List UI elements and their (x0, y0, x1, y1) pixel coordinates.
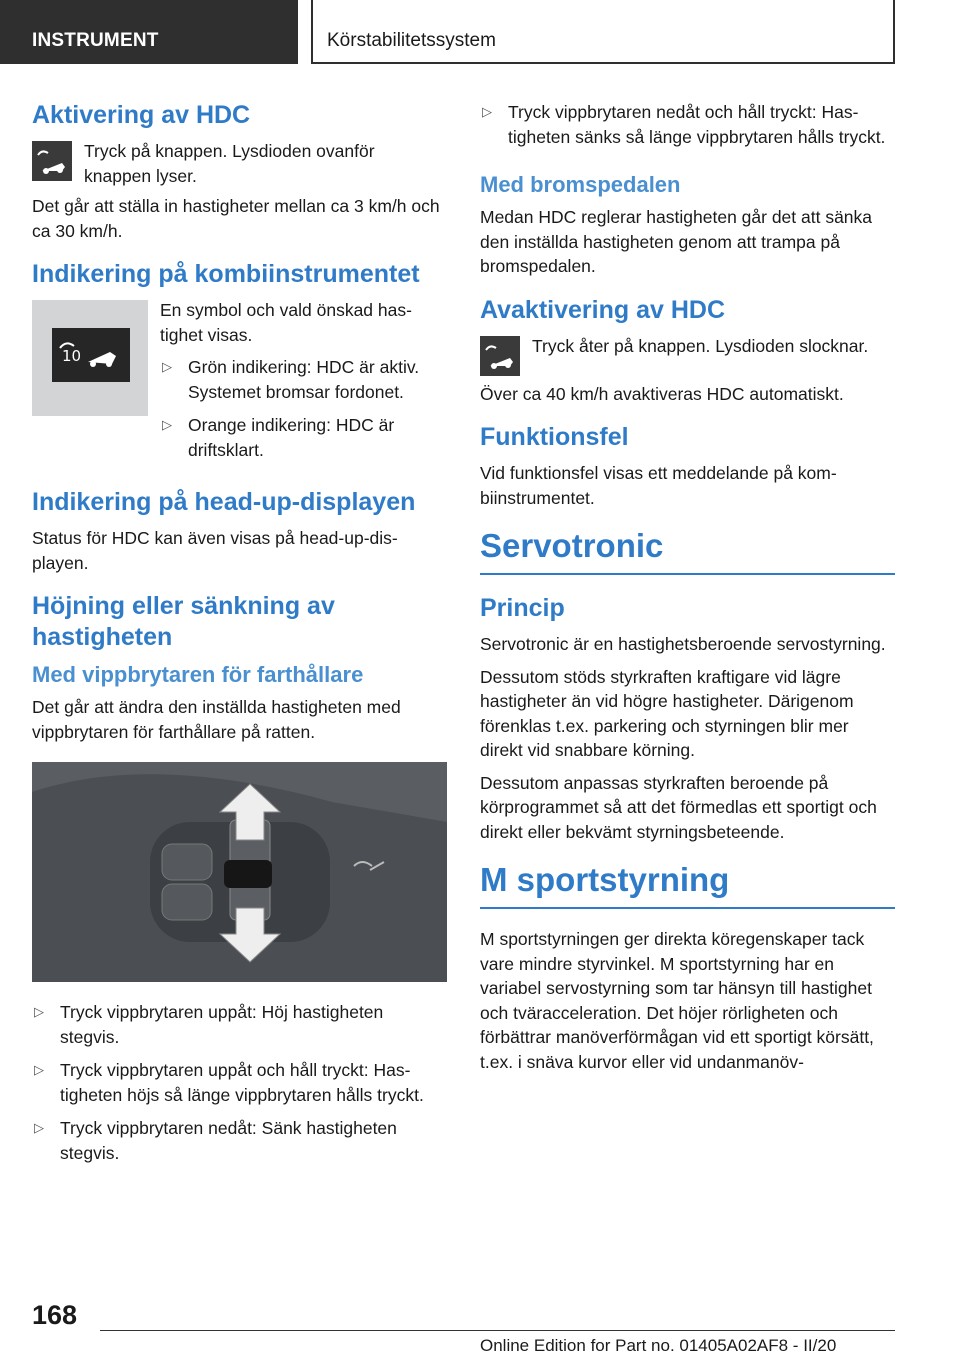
list-item (32, 1058, 442, 1107)
speed-item-text: Tryck vippbrytaren nedåt: Sänk hastigheten stegvis. (60, 1118, 397, 1163)
cluster-heading: Indikering på kombiinstrumentet (32, 260, 420, 288)
msport-body: M sportstyrningen ger direkta köregenskaper tack vare mindre styrvinkel. M sportstyrning har en variabel servostyrning som tar hänsyn till hastighet och tväracceleration. Det höjer rörligheten och förbättrar manöverförmågan vid ett sportigt körsätt, t.ex. i snäva kurvor eller vid undanmanöv- (480, 929, 874, 1072)
triangle-icon: ▷ (34, 1004, 44, 1019)
speed-item-text: Tryck vippbrytaren uppåt: Höj hastigheten stegvis. (60, 1002, 384, 1047)
hdc-button-icon (32, 141, 72, 181)
activation-heading: Aktivering av HDC (32, 101, 251, 129)
deactivation-icon-text: Tryck åter på knappen. Lysdioden slocknar. (532, 335, 869, 356)
cluster-display-image (32, 300, 148, 416)
cluster-item-text: Orange indikering: HDC är driftsklart. (188, 415, 395, 460)
speed-list-continued (480, 100, 895, 149)
servotronic-rule (480, 573, 895, 575)
steering-wheel-rocker-photo (32, 762, 447, 982)
list-item (480, 100, 895, 149)
left-column (32, 100, 442, 1181)
cluster-speed-value: 10 (62, 347, 82, 365)
servotronic-title: Servotronic (480, 527, 664, 564)
page-number: 168 (32, 1300, 78, 1330)
servotronic-section (480, 526, 895, 844)
cluster-intro: En symbol och vald önskad hastighet visas. (160, 300, 412, 345)
list-item (160, 413, 442, 462)
cluster-item-text: Grön indikering: HDC är aktiv. Systemet bromsar fordonet. (188, 357, 420, 402)
activation-icon-text: Tryck på knappen. Lysdioden ovanför knappen lyser. (84, 141, 375, 186)
msport-rule (480, 907, 895, 909)
list-item (32, 1000, 442, 1049)
fault-section (480, 422, 895, 510)
brake-body: Medan HDC reglerar hastigheten går det att sänka den inställda hastigheten genom att trampa på bromspedalen. (480, 207, 873, 276)
activation-instruction (32, 139, 442, 188)
hud-section (32, 487, 442, 575)
speed-list (32, 1000, 442, 1165)
deactivation-body: Över ca 40 km/h avaktiveras HDC automatiskt. (480, 383, 844, 404)
cluster-list (160, 355, 442, 462)
cluster-section (32, 259, 442, 471)
speed-heading: Höjning eller sänkning av hastigheten (32, 592, 335, 651)
brake-heading: Med bromspedalen (480, 172, 681, 197)
servotronic-paragraph: Servotronic är en hastighetsberoende servostyrning. (480, 634, 886, 654)
msport-title: M sportstyrning (480, 861, 730, 898)
hud-body: Status för HDC kan även visas på head-up-displayen. (32, 528, 398, 573)
servotronic-paragraph: Dessutom anpassas styrkraften beroende på körprogrammet så att det förmedlas ett sportigt och direkt eller bekvämt styrningsbeteende. (480, 772, 877, 842)
speed-body: Det går att ändra den inställda hastigheten med vippbrytaren för farthållare på ratten. (32, 697, 401, 742)
footer-edition: Online Edition for Part no. 01405A02AF8 - II/20 (480, 1336, 837, 1355)
chapter-tab (0, 0, 298, 64)
triangle-icon: ▷ (162, 417, 172, 432)
triangle-icon: ▷ (34, 1120, 44, 1135)
servotronic-paragraph: Dessutom stöds styrkraften kraftigare vid lägre hastigheter än vid högre hastigheter. Därigenom förenklas t.ex. parkering och styrningen blir mer direkt vid snabbare körning. (480, 666, 854, 760)
cluster-text (160, 298, 442, 471)
right-column (480, 100, 895, 1090)
speed-subheading: Med vippbrytaren för farthållare (32, 662, 364, 687)
activation-body: Det går att ställa in hastigheter mellan ca 3 km/h och ca 30 km/h. (32, 196, 440, 241)
fault-body: Vid funktionsfel visas ett meddelande på kombiinstrumentet. (480, 463, 837, 508)
section-tab (311, 0, 895, 64)
list-item (160, 355, 442, 404)
deactivation-section (480, 295, 895, 407)
deactivation-heading: Avaktivering av HDC (480, 295, 725, 324)
hdc-button-icon (480, 336, 520, 376)
triangle-icon: ▷ (34, 1062, 44, 1077)
cluster-display-row (32, 298, 442, 471)
msport-section (480, 860, 895, 1074)
activation-section (32, 100, 442, 243)
chapter-title: INSTRUMENT (32, 30, 159, 51)
principle-heading: Princip (480, 594, 565, 622)
triangle-icon: ▷ (482, 104, 492, 119)
deactivation-instruction (480, 334, 895, 376)
speed-item-text: Tryck vippbrytaren uppåt och håll tryckt: Hastigheten höjs så länge vippbrytaren hålls tryckt. (60, 1060, 424, 1105)
list-item (32, 1116, 442, 1165)
triangle-icon: ▷ (162, 359, 172, 374)
speed-item-text: Tryck vippbrytaren nedåt och håll tryckt: Hastigheten sänks så länge vippbrytaren hålls tryckt. (508, 102, 886, 147)
footer-divider (100, 1330, 895, 1331)
speed-section (32, 591, 442, 1165)
section-title: Körstabilitetssystem (327, 30, 496, 51)
fault-heading: Funktionsfel (480, 423, 629, 451)
brake-section (480, 171, 895, 279)
cluster-display-screen (52, 328, 130, 382)
hud-heading: Indikering på head-up-displayen (32, 488, 416, 516)
